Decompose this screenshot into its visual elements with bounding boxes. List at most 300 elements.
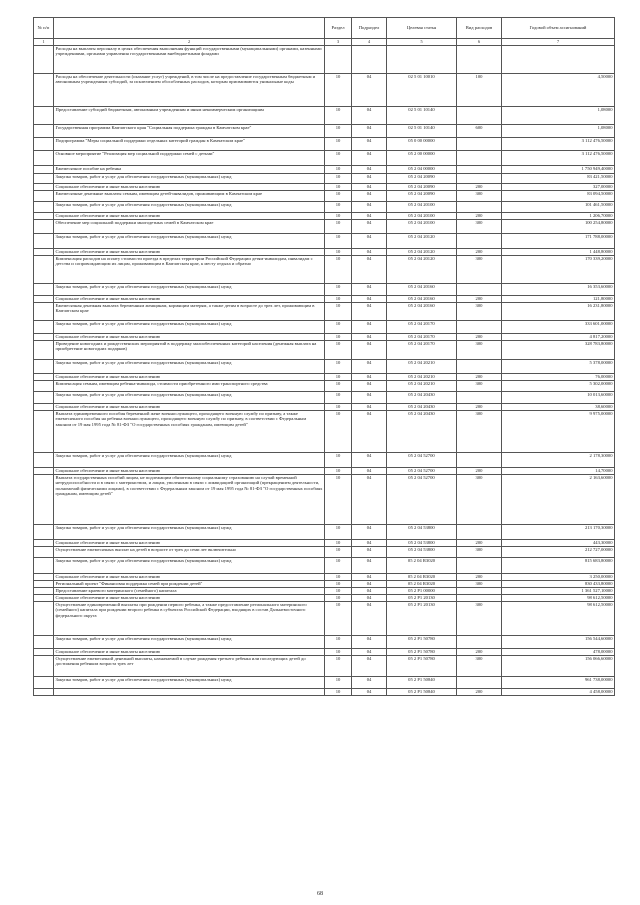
table-row bbox=[34, 303, 615, 321]
row-amount-cell: 327,00000 bbox=[502, 184, 615, 191]
row-section-cell: 10 bbox=[325, 525, 352, 540]
table-row bbox=[34, 540, 615, 547]
row-subsection-cell: 04 bbox=[352, 256, 387, 284]
row-subsection-cell: 04 bbox=[352, 74, 387, 107]
row-subsection-cell: 04 bbox=[352, 202, 387, 213]
row-amount-cell: 1,08000 bbox=[502, 107, 615, 125]
row-amount-cell: 121,80000 bbox=[502, 296, 615, 303]
row-target-article-cell: 05 2 04 52700 bbox=[387, 475, 457, 525]
row-expense-type-cell bbox=[457, 174, 502, 184]
table-row bbox=[34, 475, 615, 525]
row-name-cell: Предоставление субсидий бюджетным, автономным учреждениям и иным некоммерческим организациям bbox=[54, 107, 325, 125]
column-number: 6 bbox=[457, 39, 502, 46]
row-subsection-cell: 04 bbox=[352, 404, 387, 411]
row-section-cell: 10 bbox=[325, 334, 352, 341]
row-expense-type-cell: 300 bbox=[457, 656, 502, 677]
row-number-cell bbox=[34, 334, 54, 341]
row-expense-type-cell: 200 bbox=[457, 249, 502, 256]
row-target-article-cell: 05 2 P1 50780 bbox=[387, 636, 457, 649]
row-expense-type-cell: 300 bbox=[457, 220, 502, 234]
row-subsection-cell: 04 bbox=[352, 392, 387, 404]
table-row bbox=[34, 649, 615, 656]
row-amount-cell: 101 461,50000 bbox=[502, 202, 615, 213]
table-row bbox=[34, 191, 615, 202]
row-amount-cell: 1 206,70000 bbox=[502, 213, 615, 220]
row-number-cell bbox=[34, 392, 54, 404]
row-number-cell bbox=[34, 360, 54, 374]
row-amount-cell: 213 170,30000 bbox=[502, 525, 615, 540]
row-subsection-cell: 04 bbox=[352, 677, 387, 689]
row-amount-cell: 212 727,00000 bbox=[502, 547, 615, 558]
row-subsection-cell: 04 bbox=[352, 321, 387, 334]
column-number: 3 bbox=[325, 39, 352, 46]
row-target-article-cell: 05 2 04 R3020 bbox=[387, 581, 457, 588]
row-section-cell: 10 bbox=[325, 595, 352, 602]
table-row bbox=[34, 404, 615, 411]
row-number-cell bbox=[34, 453, 54, 468]
row-name-cell: Закупка товаров, работ и услуг для обеспечения государственных (муниципальных) нужд bbox=[54, 558, 325, 574]
row-target-article-cell: 05 2 04 20170 bbox=[387, 341, 457, 360]
row-amount-cell: 156 544,60000 bbox=[502, 636, 615, 649]
row-number-cell bbox=[34, 374, 54, 381]
row-name-cell: Предоставление краевого материнского (семейного) капитала bbox=[54, 588, 325, 595]
row-number-cell bbox=[34, 475, 54, 525]
row-amount-cell: 961 738,00000 bbox=[502, 677, 615, 689]
table-row bbox=[34, 574, 615, 581]
row-section-cell: 10 bbox=[325, 74, 352, 107]
row-expense-type-cell: 300 bbox=[457, 381, 502, 392]
table-row bbox=[34, 138, 615, 151]
row-subsection-cell bbox=[352, 46, 387, 74]
row-expense-type-cell bbox=[457, 525, 502, 540]
row-amount-cell: 830 433,80000 bbox=[502, 581, 615, 588]
row-amount-cell: 3 112 476,50000 bbox=[502, 138, 615, 151]
row-amount-cell: 4 458,00000 bbox=[502, 689, 615, 696]
row-number-cell bbox=[34, 602, 54, 636]
row-number-cell bbox=[34, 303, 54, 321]
row-number-cell bbox=[34, 213, 54, 220]
row-name-cell: Государственная программа Камчатского края "Социальная поддержка граждан в Камчатском крае" bbox=[54, 125, 325, 138]
row-name-cell: Социальное обеспечение и иные выплаты населению bbox=[54, 334, 325, 341]
table-row bbox=[34, 220, 615, 234]
row-amount-cell: 2 163,60000 bbox=[502, 475, 615, 525]
row-section-cell: 10 bbox=[325, 360, 352, 374]
row-name-cell: Социальное обеспечение и иные выплаты населению bbox=[54, 184, 325, 191]
row-expense-type-cell: 200 bbox=[457, 374, 502, 381]
col-header-amount: Годовой объем ассигнований bbox=[502, 18, 615, 39]
table-row bbox=[34, 125, 615, 138]
row-name-cell: Региональный проект "Финансовая поддержка семей при рождении детей" bbox=[54, 581, 325, 588]
row-subsection-cell: 04 bbox=[352, 174, 387, 184]
row-subsection-cell: 04 bbox=[352, 334, 387, 341]
row-amount-cell: 5 302,00000 bbox=[502, 381, 615, 392]
row-amount-cell: 100 254,80000 bbox=[502, 220, 615, 234]
table-row bbox=[34, 46, 615, 74]
row-target-article-cell: 05 2 P1 00000 bbox=[387, 588, 457, 595]
col-header-target-article: Целевая статья bbox=[387, 18, 457, 39]
row-name-cell: Выплата государственных пособий лицам, не подлежащим обязательному социальному страхованию на случай временной нетрудоспособности и в связи с материнством, и лицам, уволенным в связи с ликвидацией организаций (прекращением деятельности, полномочий физическими лицами), в соответствии с Федеральным законом от 19 мая 1995 года № 81-ФЗ "О государственных пособиях гражданам, имеющим детей" bbox=[54, 475, 325, 525]
row-amount-cell: 478,00000 bbox=[502, 649, 615, 656]
row-expense-type-cell: 300 bbox=[457, 581, 502, 588]
row-number-cell bbox=[34, 595, 54, 602]
row-subsection-cell: 04 bbox=[352, 595, 387, 602]
row-target-article-cell: 05 2 04 R3020 bbox=[387, 558, 457, 574]
row-target-article-cell: 05 2 04 52700 bbox=[387, 468, 457, 475]
row-amount-cell: 98 612,50000 bbox=[502, 595, 615, 602]
row-amount-cell: 5 378,00000 bbox=[502, 360, 615, 374]
row-expense-type-cell: 600 bbox=[457, 125, 502, 138]
row-amount-cell: 16 231,80000 bbox=[502, 303, 615, 321]
row-name-cell bbox=[54, 689, 325, 696]
col-header-expense-type: Вид расходов bbox=[457, 18, 502, 39]
row-expense-type-cell bbox=[457, 284, 502, 296]
column-number: 1 bbox=[34, 39, 54, 46]
row-expense-type-cell bbox=[457, 321, 502, 334]
row-number-cell bbox=[34, 321, 54, 334]
row-amount-cell: 4,50000 bbox=[502, 74, 615, 107]
row-name-cell: Закупка товаров, работ и услуг для обеспечения государственных (муниципальных) нужд bbox=[54, 174, 325, 184]
row-expense-type-cell bbox=[457, 453, 502, 468]
table-row bbox=[34, 381, 615, 392]
row-subsection-cell: 04 bbox=[352, 166, 387, 174]
row-subsection-cell: 04 bbox=[352, 602, 387, 636]
row-amount-cell: 2 178,30000 bbox=[502, 453, 615, 468]
row-expense-type-cell: 200 bbox=[457, 404, 502, 411]
row-name-cell: Социальное обеспечение и иные выплаты населению bbox=[54, 540, 325, 547]
table-row bbox=[34, 213, 615, 220]
row-number-cell bbox=[34, 677, 54, 689]
row-expense-type-cell: 300 bbox=[457, 256, 502, 284]
row-number-cell bbox=[34, 540, 54, 547]
row-target-article-cell: 05 2 04 20430 bbox=[387, 411, 457, 453]
row-section-cell: 10 bbox=[325, 213, 352, 220]
row-number-cell bbox=[34, 468, 54, 475]
row-name-cell: Закупка товаров, работ и услуг для обеспечения государственных (муниципальных) нужд bbox=[54, 677, 325, 689]
row-subsection-cell: 04 bbox=[352, 213, 387, 220]
row-expense-type-cell bbox=[457, 588, 502, 595]
row-section-cell: 10 bbox=[325, 558, 352, 574]
row-target-article-cell: 05 2 04 52700 bbox=[387, 453, 457, 468]
row-number-cell bbox=[34, 574, 54, 581]
row-target-article-cell: 05 2 04 53800 bbox=[387, 547, 457, 558]
row-target-article-cell: 05 2 04 20100 bbox=[387, 202, 457, 213]
row-expense-type-cell: 300 bbox=[457, 547, 502, 558]
row-expense-type-cell: 200 bbox=[457, 296, 502, 303]
table-row bbox=[34, 656, 615, 677]
column-numbers-row bbox=[34, 39, 615, 46]
row-name-cell: Социальное обеспечение и иные выплаты населению bbox=[54, 296, 325, 303]
row-number-cell bbox=[34, 558, 54, 574]
row-subsection-cell: 04 bbox=[352, 411, 387, 453]
table-row bbox=[34, 321, 615, 334]
row-number-cell bbox=[34, 138, 54, 151]
row-target-article-cell: 05 2 04 20160 bbox=[387, 303, 457, 321]
row-subsection-cell: 04 bbox=[352, 468, 387, 475]
row-section-cell: 10 bbox=[325, 166, 352, 174]
table-row bbox=[34, 581, 615, 588]
row-section-cell: 10 bbox=[325, 220, 352, 234]
row-expense-type-cell bbox=[457, 558, 502, 574]
row-amount-cell: 83 421,50000 bbox=[502, 174, 615, 184]
row-name-cell: Закупка товаров, работ и услуг для обеспечения государственных (муниципальных) нужд bbox=[54, 392, 325, 404]
row-name-cell: Основное мероприятие "Реализация мер социальной поддержки семей с детьми" bbox=[54, 151, 325, 166]
row-name-cell: Закупка товаров, работ и услуг для обеспечения государственных (муниципальных) нужд bbox=[54, 202, 325, 213]
row-section-cell: 10 bbox=[325, 689, 352, 696]
row-number-cell bbox=[34, 220, 54, 234]
row-name-cell: Проведение новогодних и рождественских мероприятий в поддержку малообеспеченных категорий населения (денежная выплата на приобретение новогодних подарков) bbox=[54, 341, 325, 360]
row-amount-cell: 3 112 476,50000 bbox=[502, 151, 615, 166]
table-row bbox=[34, 547, 615, 558]
row-target-article-cell: 05 2 04 20100 bbox=[387, 220, 457, 234]
row-subsection-cell: 04 bbox=[352, 138, 387, 151]
row-amount-cell: 76,00000 bbox=[502, 374, 615, 381]
table-row bbox=[34, 689, 615, 696]
row-expense-type-cell: 200 bbox=[457, 334, 502, 341]
row-amount-cell: 328 783,80000 bbox=[502, 341, 615, 360]
row-target-article-cell: 05 2 04 20120 bbox=[387, 256, 457, 284]
row-target-article-cell: 02 5 01 10140 bbox=[387, 107, 457, 125]
table-row bbox=[34, 284, 615, 296]
row-name-cell: Осуществление ежемесячной денежной выплаты, назначаемой в случае рождения третьего ребенка или последующих детей до достижения ребенком возраста трех лет bbox=[54, 656, 325, 677]
row-name-cell: Закупка товаров, работ и услуг для обеспечения государственных (муниципальных) нужд bbox=[54, 453, 325, 468]
table-row bbox=[34, 341, 615, 360]
row-target-article-cell: 05 2 04 20430 bbox=[387, 404, 457, 411]
row-section-cell: 10 bbox=[325, 677, 352, 689]
row-number-cell bbox=[34, 249, 54, 256]
row-name-cell: Социальное обеспечение и иные выплаты населению bbox=[54, 574, 325, 581]
table-row bbox=[34, 151, 615, 166]
row-section-cell: 10 bbox=[325, 540, 352, 547]
row-section-cell: 10 bbox=[325, 125, 352, 138]
row-number-cell bbox=[34, 581, 54, 588]
column-number: 4 bbox=[352, 39, 387, 46]
col-header-subsection: Подраздел bbox=[352, 18, 387, 39]
table-row bbox=[34, 374, 615, 381]
row-name-cell: Социальное обеспечение и иные выплаты населению bbox=[54, 249, 325, 256]
row-target-article-cell: 05 2 04 20430 bbox=[387, 392, 457, 404]
row-name-cell: Ежемесячное пособие на ребенка bbox=[54, 166, 325, 174]
row-subsection-cell: 04 bbox=[352, 341, 387, 360]
row-target-article-cell: 05 2 04 20210 bbox=[387, 360, 457, 374]
row-section-cell: 10 bbox=[325, 321, 352, 334]
row-subsection-cell: 04 bbox=[352, 453, 387, 468]
row-section-cell: 10 bbox=[325, 392, 352, 404]
row-section-cell: 10 bbox=[325, 303, 352, 321]
row-number-cell bbox=[34, 525, 54, 540]
row-amount-cell: 1,08000 bbox=[502, 125, 615, 138]
row-number-cell bbox=[34, 125, 54, 138]
row-subsection-cell: 04 bbox=[352, 151, 387, 166]
row-subsection-cell: 04 bbox=[352, 234, 387, 249]
row-subsection-cell: 04 bbox=[352, 284, 387, 296]
row-amount-cell: 1 750 949,40000 bbox=[502, 166, 615, 174]
table-row bbox=[34, 468, 615, 475]
row-number-cell bbox=[34, 689, 54, 696]
row-name-cell: Социальное обеспечение и иные выплаты населению bbox=[54, 595, 325, 602]
row-subsection-cell: 04 bbox=[352, 540, 387, 547]
row-name-cell: Закупка товаров, работ и услуг для обеспечения государственных (муниципальных) нужд bbox=[54, 321, 325, 334]
table-row bbox=[34, 256, 615, 284]
table-row bbox=[34, 234, 615, 249]
row-target-article-cell: 05 2 P1 50780 bbox=[387, 649, 457, 656]
row-target-article-cell: 05 2 04 20160 bbox=[387, 296, 457, 303]
row-number-cell bbox=[34, 649, 54, 656]
row-amount-cell: 1 448,80000 bbox=[502, 249, 615, 256]
row-amount-cell: 16 353,60000 bbox=[502, 284, 615, 296]
row-section-cell: 10 bbox=[325, 284, 352, 296]
row-target-article-cell: 05 2 P1 20130 bbox=[387, 602, 457, 636]
row-target-article-cell: 05 2 04 20120 bbox=[387, 249, 457, 256]
row-subsection-cell: 04 bbox=[352, 649, 387, 656]
row-name-cell: Закупка товаров, работ и услуг для обеспечения государственных (муниципальных) нужд bbox=[54, 284, 325, 296]
row-target-article-cell: 05 2 04 20160 bbox=[387, 284, 457, 296]
row-amount-cell: 1 361 527,10000 bbox=[502, 588, 615, 595]
row-number-cell bbox=[34, 381, 54, 392]
row-section-cell: 10 bbox=[325, 404, 352, 411]
row-amount-cell: 98 612,50000 bbox=[502, 602, 615, 636]
row-expense-type-cell bbox=[457, 595, 502, 602]
row-name-cell: Закупка товаров, работ и услуг для обеспечения государственных (муниципальных) нужд bbox=[54, 636, 325, 649]
row-expense-type-cell: 200 bbox=[457, 574, 502, 581]
table-row bbox=[34, 184, 615, 191]
row-name-cell: Социальное обеспечение и иные выплаты населению bbox=[54, 374, 325, 381]
row-number-cell bbox=[34, 46, 54, 74]
row-section-cell: 10 bbox=[325, 234, 352, 249]
table-row bbox=[34, 334, 615, 341]
row-target-article-cell: 05 2 P1 20130 bbox=[387, 595, 457, 602]
row-target-article-cell: 05 2 P1 50840 bbox=[387, 677, 457, 689]
row-name-cell: Выплата единовременного пособия беременной жене военнослужащего, проходящего военную службу по призыву, а также ежемесячного пособия на ребенка военнослужащего, проходящего военную службу по призыву, в соответствии с Федеральным законом от 19 мая 1995 года № 81-ФЗ "О государственных пособиях гражданам, имеющим детей" bbox=[54, 411, 325, 453]
row-subsection-cell: 04 bbox=[352, 220, 387, 234]
row-number-cell bbox=[34, 107, 54, 125]
row-subsection-cell: 04 bbox=[352, 249, 387, 256]
row-subsection-cell: 04 bbox=[352, 296, 387, 303]
row-number-cell bbox=[34, 234, 54, 249]
row-expense-type-cell: 200 bbox=[457, 213, 502, 220]
row-section-cell: 10 bbox=[325, 341, 352, 360]
row-expense-type-cell bbox=[457, 234, 502, 249]
row-section-cell: 10 bbox=[325, 411, 352, 453]
row-number-cell bbox=[34, 296, 54, 303]
column-number: 5 bbox=[387, 39, 457, 46]
row-amount-cell: 9 975,00000 bbox=[502, 411, 615, 453]
budget-table bbox=[33, 17, 615, 696]
row-subsection-cell: 04 bbox=[352, 184, 387, 191]
row-name-cell: Осуществление единовременной выплаты при рождении первого ребенка, а также предоставление регионального материнского (семейного) капитала при рождении второго ребенка в субъектах Российской Федерации, входящих в состав Дальневосточного федерального округа bbox=[54, 602, 325, 636]
table-row bbox=[34, 174, 615, 184]
row-subsection-cell: 04 bbox=[352, 525, 387, 540]
table-row bbox=[34, 677, 615, 689]
table-body bbox=[34, 46, 615, 696]
row-section-cell: 10 bbox=[325, 581, 352, 588]
row-expense-type-cell bbox=[457, 151, 502, 166]
row-section-cell: 10 bbox=[325, 184, 352, 191]
row-section-cell: 10 bbox=[325, 574, 352, 581]
row-subsection-cell: 04 bbox=[352, 636, 387, 649]
row-number-cell bbox=[34, 284, 54, 296]
row-name-cell: Ежемесячная денежная выплата беременным женщинам, кормящим матерям, а также детям в возрасте до трех лет, проживающим в Камчатском крае bbox=[54, 303, 325, 321]
row-amount-cell: 171 788,00000 bbox=[502, 234, 615, 249]
row-target-article-cell: 05 2 04 20090 bbox=[387, 184, 457, 191]
row-expense-type-cell: 300 bbox=[457, 602, 502, 636]
row-expense-type-cell: 300 bbox=[457, 303, 502, 321]
row-subsection-cell: 04 bbox=[352, 191, 387, 202]
row-target-article-cell: 05 2 04 20170 bbox=[387, 321, 457, 334]
row-expense-type-cell bbox=[457, 166, 502, 174]
column-number: 7 bbox=[502, 39, 615, 46]
row-section-cell: 10 bbox=[325, 138, 352, 151]
row-number-cell bbox=[34, 184, 54, 191]
row-section-cell: 10 bbox=[325, 174, 352, 184]
row-expense-type-cell bbox=[457, 107, 502, 125]
row-target-article-cell: 05 2 04 20090 bbox=[387, 191, 457, 202]
row-target-article-cell: 05 2 04 00000 bbox=[387, 166, 457, 174]
row-name-cell: Расходы на выплаты персоналу в целях обеспечения выполнения функций государственными (муниципальными) органами, казенными учреждениями, органами управления государственными внебюджетными фондами bbox=[54, 46, 325, 74]
row-amount-cell bbox=[502, 46, 615, 74]
row-expense-type-cell bbox=[457, 46, 502, 74]
row-name-cell: Расходы на обеспечение деятельности (оказание услуг) учреждений, в том числе на предоставление государственным бюджетным и автономным учреждениям субсидий, за исключением обособленных расходов, которым присваиваются уникальные коды bbox=[54, 74, 325, 107]
row-section-cell: 10 bbox=[325, 374, 352, 381]
row-number-cell bbox=[34, 656, 54, 677]
row-subsection-cell: 04 bbox=[352, 107, 387, 125]
row-amount-cell: 443,30000 bbox=[502, 540, 615, 547]
table-header-row bbox=[34, 18, 615, 39]
row-section-cell: 10 bbox=[325, 107, 352, 125]
row-expense-type-cell bbox=[457, 677, 502, 689]
row-subsection-cell: 04 bbox=[352, 374, 387, 381]
row-target-article-cell: 05 2 04 20090 bbox=[387, 174, 457, 184]
row-number-cell bbox=[34, 588, 54, 595]
row-target-article-cell bbox=[387, 46, 457, 74]
row-target-article-cell: 05 2 00 00000 bbox=[387, 151, 457, 166]
row-target-article-cell: 05 2 P1 50780 bbox=[387, 656, 457, 677]
row-target-article-cell: 02 5 01 10140 bbox=[387, 125, 457, 138]
row-expense-type-cell: 200 bbox=[457, 468, 502, 475]
row-amount-cell: 3 250,00000 bbox=[502, 574, 615, 581]
row-number-cell bbox=[34, 404, 54, 411]
row-section-cell: 10 bbox=[325, 256, 352, 284]
row-section-cell bbox=[325, 46, 352, 74]
row-subsection-cell: 04 bbox=[352, 574, 387, 581]
row-expense-type-cell: 200 bbox=[457, 689, 502, 696]
table-row bbox=[34, 588, 615, 595]
table-row bbox=[34, 602, 615, 636]
row-name-cell: Закупка товаров, работ и услуг для обеспечения государственных (муниципальных) нужд bbox=[54, 525, 325, 540]
row-amount-cell: 156 066,60000 bbox=[502, 656, 615, 677]
row-section-cell: 10 bbox=[325, 468, 352, 475]
row-target-article-cell: 05 2 04 20210 bbox=[387, 374, 457, 381]
row-number-cell bbox=[34, 636, 54, 649]
row-section-cell: 10 bbox=[325, 191, 352, 202]
row-expense-type-cell: 200 bbox=[457, 540, 502, 547]
row-target-article-cell: 05 2 04 53800 bbox=[387, 540, 457, 547]
row-section-cell: 10 bbox=[325, 588, 352, 595]
row-number-cell bbox=[34, 256, 54, 284]
row-subsection-cell: 04 bbox=[352, 475, 387, 525]
row-name-cell: Обеспечение мер социальной поддержки многодетных семей в Камчатском крае bbox=[54, 220, 325, 234]
row-subsection-cell: 04 bbox=[352, 581, 387, 588]
table-row bbox=[34, 166, 615, 174]
table-row bbox=[34, 360, 615, 374]
row-number-cell bbox=[34, 411, 54, 453]
row-subsection-cell: 04 bbox=[352, 656, 387, 677]
row-name-cell: Осуществление ежемесячных выплат на детей в возрасте от трех до семи лет включительно bbox=[54, 547, 325, 558]
row-section-cell: 10 bbox=[325, 475, 352, 525]
row-expense-type-cell: 300 bbox=[457, 475, 502, 525]
row-amount-cell: 815 683,80000 bbox=[502, 558, 615, 574]
row-section-cell: 10 bbox=[325, 547, 352, 558]
row-expense-type-cell: 100 bbox=[457, 74, 502, 107]
